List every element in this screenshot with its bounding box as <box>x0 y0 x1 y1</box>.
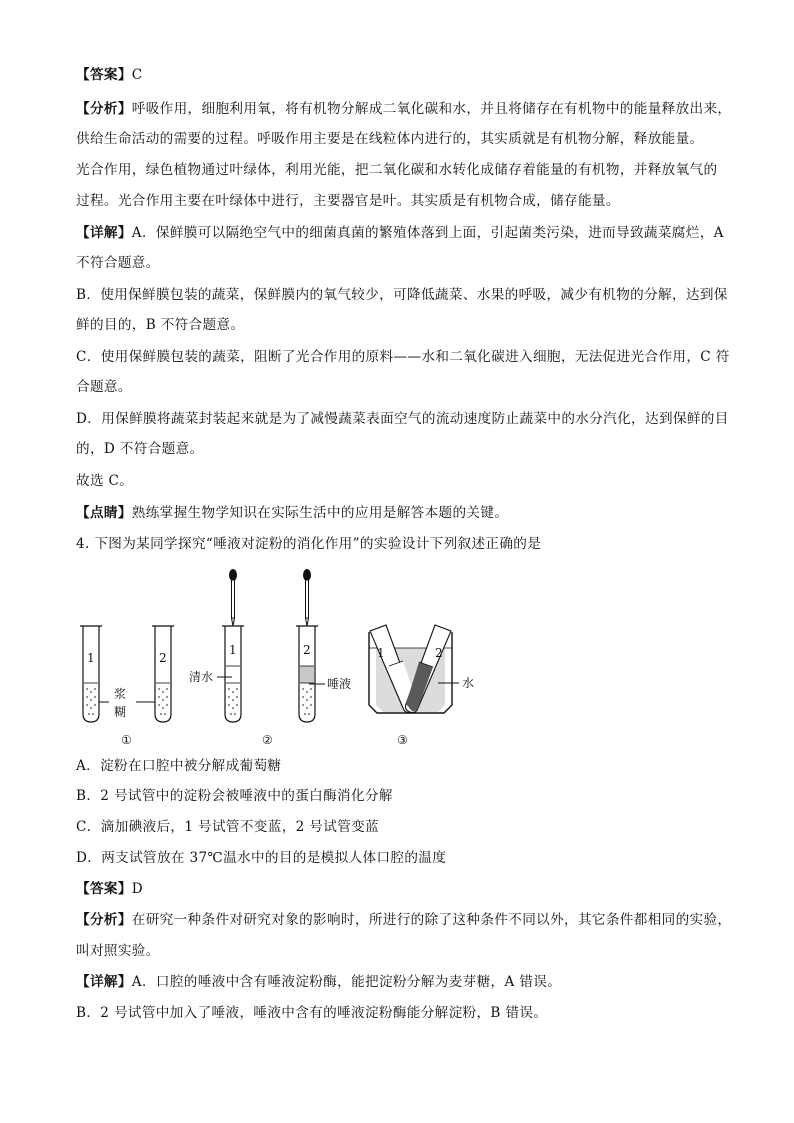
text-line: 供给生命活动的需要的过程。呼吸作用主要是在线粒体内进行的，其实质就是有机物分解，释放能量。 <box>76 131 704 147</box>
text-line: 过程。光合作用主要在叶绿体中进行，主要器官是叶。其实质是有机物合成，储存能量。 <box>76 193 620 209</box>
water-label: 水 <box>462 676 475 690</box>
dropper-2 <box>303 569 311 626</box>
answer-line: 【答案】D <box>76 881 144 897</box>
option-c: C．滴加碘液后，1 号试管不变蓝，2 号试管变蓝 <box>76 819 380 835</box>
paste-label: 糊 <box>114 705 127 719</box>
text-line: 合题意。 <box>76 379 132 395</box>
test-tube-1-step2 <box>222 626 244 722</box>
tube-1-label: 1 <box>87 651 95 665</box>
clear-water-label: 清水 <box>189 670 214 684</box>
answer-line: 【答案】C <box>76 67 143 83</box>
tube-1-label: 1 <box>377 646 385 660</box>
paste-label: 浆 <box>114 687 127 701</box>
option-d: D．两支试管放在 37℃温水中的目的是模拟人体口腔的温度 <box>76 850 447 866</box>
test-tube-1-step1 <box>80 626 102 722</box>
text-line: D．用保鲜膜将蔬菜封装起来就是为了减慢蔬菜表面空气的流动速度防止蔬菜中的水分汽化，达到保鲜的目 <box>76 411 729 427</box>
analysis-line: 【分析】在研究一种条件对研究对象的影响时，所进行的除了这种条件不同以外，其它条件都相同的实验， <box>76 912 732 928</box>
text-line: 鲜的目的，B 不符合题意。 <box>76 317 245 333</box>
analysis-line: 【分析】呼吸作用，细胞利用氧，将有机物分解成二氧化碳和水，并且将储存在有机物中的能量释放出来， <box>76 101 732 117</box>
question-line: 4. 下图为某同学探究“唾液对淀粉的消化作用”的实验设计下列叙述正确的是 <box>76 536 542 552</box>
text-line: 的，D 不符合题意。 <box>76 441 204 457</box>
text-line: B．使用保鲜膜包装的蔬菜，保鲜膜内的氧气较少，可降低蔬菜、水果的呼吸，减少有机物的分解，达到保 <box>76 287 728 303</box>
tube-2-label: 2 <box>303 643 311 657</box>
tube-2-label: 2 <box>159 651 167 665</box>
step-1-label: ① <box>121 733 132 747</box>
text-line: 光合作用，绿色植物通过叶绿体，利用光能，把二氧化碳和水转化成储存着能量的有机物，并释放氧气的 <box>76 162 718 178</box>
text-line: B．2 号试管中加入了唾液，唾液中含有的唾液淀粉酶能分解淀粉，B 错误。 <box>76 1005 548 1021</box>
tip-line: 【点睛】熟练掌握生物学知识在实际生活中的应用是解答本题的关键。 <box>76 505 509 521</box>
option-a: A．淀粉在口腔中被分解成葡萄糖 <box>76 758 282 774</box>
text-line: C．使用保鲜膜包装的蔬菜，阻断了光合作用的原料——水和二氧化碳进入细胞，无法促进光合作用，C 符 <box>76 349 730 365</box>
text-line: 叫对照实验。 <box>76 943 160 959</box>
text-line: 故选 C。 <box>76 473 134 489</box>
test-tube-2-step2 <box>296 626 318 722</box>
test-tube-2-step1 <box>152 626 174 722</box>
saliva-label: 唾液 <box>327 677 352 691</box>
text-line: 不符合题意。 <box>76 255 160 271</box>
dropper-1 <box>229 569 237 626</box>
experiment-figure <box>76 562 496 752</box>
water-bath-beaker <box>369 625 452 713</box>
option-b: B．2 号试管中的淀粉会被唾液中的蛋白酶消化分解 <box>76 788 393 804</box>
tube-2-label: 2 <box>435 646 443 660</box>
tube-1-label: 1 <box>229 643 237 657</box>
step-3-label: ③ <box>397 733 408 747</box>
detail-line: 【详解】A．口腔的唾液中含有唾液淀粉酶，能把淀粉分解为麦芽糖，A 错误。 <box>76 974 562 990</box>
step-2-label: ② <box>262 733 273 747</box>
detail-line: 【详解】A．保鲜膜可以隔绝空气中的细菌真菌的繁殖体落到上面，引起菌类污染，进而导致蔬菜腐烂，A <box>76 225 724 241</box>
